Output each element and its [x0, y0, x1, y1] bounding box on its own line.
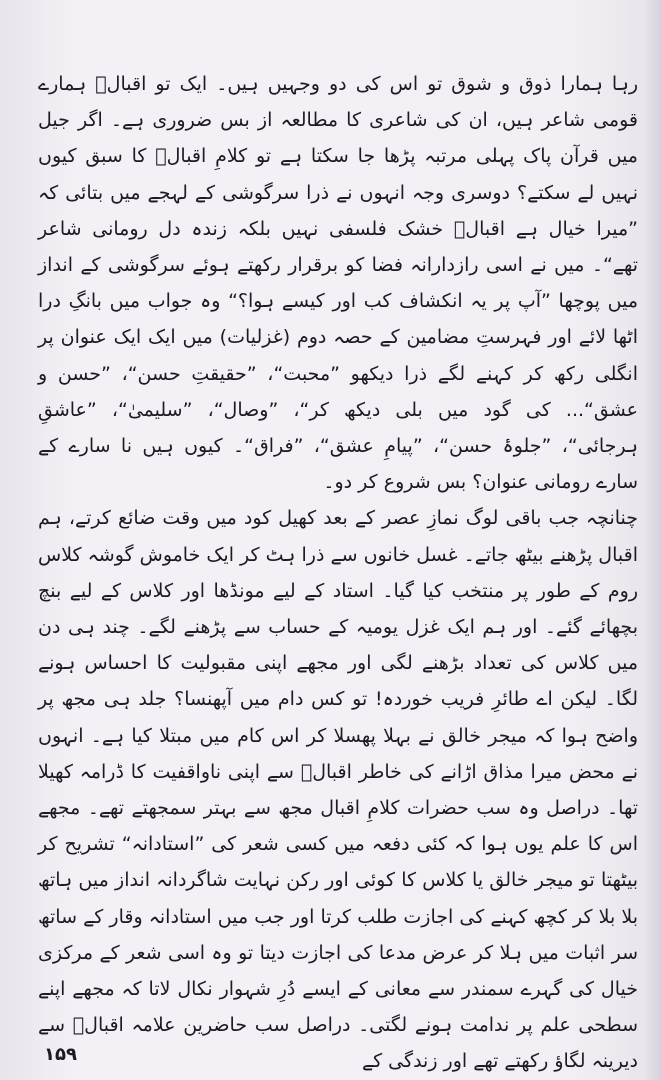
paragraph-1: رہا ہمارا ذوق و شوق تو اس کی دو وجہیں ہیں۔ ایک تو اقبالؒ ہمارے قومی شاعر ہیں، ان کی شاعری کا مطالعہ از بس ضروری ہے۔ اگر جیل میں قرآن پاک پہلی مرتبہ پڑھا جا سکتا ہے تو کلامِ اقبالؒ کا سبق کیوں نہیں لے سکتے؟ دوسری وجہ انہوں نے ذرا سرگوشی کے لہجے میں بتائی کہ ”میرا خیال ہے اقبالؒ خشک فلسفی نہیں بلکہ زندہ دل رومانی شاعر تھے“۔ میں نے اسی رازدارانہ فضا کو برقرار رکھتے ہوئے سرگوشی کے انداز میں پوچھا ”آپ پر یہ انکشاف کب اور کیسے ہوا؟“ وہ جواب میں بانگِ درا اٹھا لائے اور فہرستِ مضامین کے حصہ دوم (غزلیات) میں ایک ایک عنوان پر انگلی رکھ کر کہنے لگے ذرا دیکھو ”محبت“، ”حقیقتِ حسن“، ”حسن و عشق“... کی گود میں بلی دیکھ کر“، ”وصال“، ”سلیمیٰ“، ”عاشقِ ہرجائی“، ”جلوۂ حسن“، ”پیامِ عشق“، ”فراق“۔ کیوں ہیں نا سارے کے سارے رومانی عنوان؟ بس شروع کر دو۔ [38, 73, 638, 494]
paragraph-2: چنانچہ جب باقی لوگ نمازِ عصر کے بعد کھیل کود میں وقت ضائع کرتے، ہم اقبال پڑھنے بیٹھ جاتے۔ غسل خانوں سے ذرا ہٹ کر ایک خاموش گوشہ کلاس روم کے طور پر منتخب کیا گیا۔ استاد کے لیے مونڈھا اور کلاس کے لیے بنچ بچھائے گئے۔ اور ہم ایک غزل یومیہ کے حساب سے پڑھنے لگے۔ چند ہی دن میں کلاس کی تعداد بڑھنے لگی اور مجھے اپنی مقبولیت کا احساس ہونے لگا۔ لیکن اے طائرِ فریب خوردہ! تو کس دام میں آپھنسا؟ جلد ہی مجھ پر واضح ہوا کہ میجر خالق نے بہلا پھسلا کر اس کام میں مبتلا کیا ہے۔ انہوں نے محض میرا مذاق اڑانے کی خاطر اقبالؒ سے اپنی ناواقفیت کا ڈرامہ کھیلا تھا۔ دراصل وہ سب حضرات کلامِ اقبال مجھ سے بہتر سمجھتے تھے۔ مجھے اس کا علم یوں ہوا کہ کئی دفعہ میں کسی شعر کی ”استادانہ“ تشریح کر بیٹھتا تو میجر خالق یا کلاس کا کوئی اور رکن نہایت شاگردانہ انداز میں ہاتھ بلا بلا کر کچھ کہنے کی اجازت طلب کرتا اور جب میں استادانہ وقار کے ساتھ سر اثبات میں ہلا کر عرض مدعا کی اجازت دیتا تو وہ اسی شعر کے مرکزی خیال کی گہرے سمندر سے معانی کے ایسے دُرِ شہوار نکال لاتا کہ مجھے اپنے سطحی علم پر ندامت ہونے لگتی۔ دراصل سب حاضرین علامہ اقبالؒ سے دیرینہ لگاؤ رکھتے تھے اور زندگی کے [38, 507, 638, 1073]
page-number: ۱۵۹ [44, 1044, 77, 1065]
page-edge-shadow [643, 0, 661, 1080]
body-text [38, 66, 638, 1080]
